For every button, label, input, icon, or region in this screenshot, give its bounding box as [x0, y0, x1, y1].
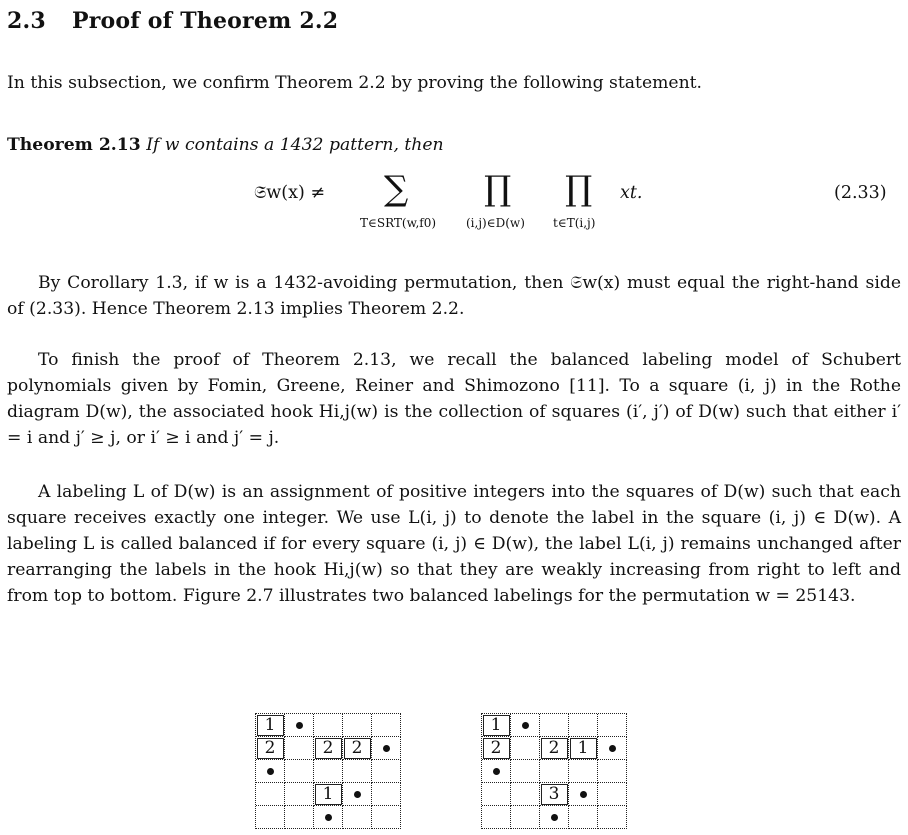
dot-mark — [383, 745, 390, 752]
label-cell: 3 — [540, 783, 569, 806]
label-cell: 2 — [314, 737, 343, 760]
empty-cell — [343, 760, 372, 783]
empty-cell — [511, 737, 540, 760]
empty-cell — [372, 760, 401, 783]
empty-cell — [598, 760, 627, 783]
theorem-statement — [7, 132, 901, 158]
empty-cell — [285, 783, 314, 806]
empty-cell — [569, 806, 598, 829]
empty-cell — [285, 760, 314, 783]
diagram-dot — [569, 783, 598, 806]
empty-cell — [314, 760, 343, 783]
empty-cell — [569, 714, 598, 737]
diagram-dot — [372, 737, 401, 760]
theorem-body: If w contains a 1432 pattern, then — [146, 135, 444, 155]
empty-cell — [482, 806, 511, 829]
section-heading — [7, 8, 338, 34]
diagram-dot — [482, 760, 511, 783]
empty-cell — [372, 714, 401, 737]
empty-cell — [285, 737, 314, 760]
equation-rhs: xt. — [620, 183, 643, 203]
empty-cell — [482, 783, 511, 806]
paragraph-balanced-labeling-model: To finish the proof of Theorem 2.13, we recall the balanced labeling model of Schubert polynomials given by Fomin, Greene, Reiner and Shimozono [11]. To a square (i, j) in the Rothe diagram D(w), the associated hook Hi,j(w) is the collection of squares (i′, j′) of D(w) such that either i′ = i and j′ ≥ j, or i′ ≥ i and j′ = j. — [7, 350, 901, 448]
diagram-dot — [256, 760, 285, 783]
dot-mark — [296, 722, 303, 729]
label-cell: 1 — [569, 737, 598, 760]
empty-cell — [343, 714, 372, 737]
dot-mark — [267, 768, 274, 775]
label-cell: 1 — [256, 714, 285, 737]
theorem-label: Theorem 2.13 — [7, 135, 141, 155]
equation-lhs: 𝔖w(x) ≠ — [254, 183, 326, 203]
diagram-dot — [598, 737, 627, 760]
product-symbol-1: ∏ — [484, 169, 512, 209]
empty-cell — [285, 806, 314, 829]
diagram-dot — [285, 714, 314, 737]
dot-mark — [493, 768, 500, 775]
label-cell: 1 — [314, 783, 343, 806]
empty-cell — [569, 760, 598, 783]
section-number: 2.3 — [7, 8, 46, 34]
labeling-grid — [481, 713, 627, 829]
dot-mark — [551, 814, 558, 821]
empty-cell — [256, 806, 285, 829]
empty-cell — [511, 806, 540, 829]
labeling-grid — [255, 713, 401, 829]
equation-number: (2.33) — [834, 183, 887, 203]
sum-subscript: T∈SRT(w,f0) — [360, 216, 437, 230]
dot-mark — [354, 791, 361, 798]
diagram-dot — [314, 806, 343, 829]
diagram-dot — [540, 806, 569, 829]
empty-cell — [343, 806, 372, 829]
label-cell: 2 — [540, 737, 569, 760]
labeling-right — [481, 713, 627, 829]
empty-cell — [372, 783, 401, 806]
empty-cell — [372, 806, 401, 829]
empty-cell — [598, 783, 627, 806]
section-title: Proof of Theorem 2.2 — [72, 8, 339, 34]
empty-cell — [511, 760, 540, 783]
dot-mark — [580, 791, 587, 798]
empty-cell — [511, 783, 540, 806]
empty-cell — [314, 714, 343, 737]
product-symbol-2: ∏ — [565, 169, 593, 209]
sum-symbol: ∑ — [384, 169, 409, 209]
labeling-left — [255, 713, 401, 829]
paragraph-labeling-definition: A labeling L of D(w) is an assignment of positive integers into the squares of D(w) such that each square receives exactly one integer. We use L(i, j) to denote the label in the square (i, j) ∈ D(w). A labeling L is called balanced if for every square (i, j) ∈ D(w), the label L(i, j) remains unchanged after rearranging the labels in the hook Hi,j(w) so that they are weakly increasing from right to left and from top to bottom. Figure 2.7 illustrates two balanced labelings for the permutation w = 25143. — [7, 482, 901, 606]
dot-mark — [609, 745, 616, 752]
label-cell: 1 — [482, 714, 511, 737]
label-cell: 2 — [482, 737, 511, 760]
label-cell: 2 — [256, 737, 285, 760]
empty-cell — [540, 714, 569, 737]
dot-mark — [325, 814, 332, 821]
empty-cell — [598, 806, 627, 829]
intro-paragraph: In this subsection, we confirm Theorem 2.2 by proving the following statement. — [7, 73, 703, 93]
paragraph-corollary: By Corollary 1.3, if w is a 1432-avoiding permutation, then 𝔖w(x) must equal the right-hand side of (2.33). Hence Theorem 2.13 implies Theorem 2.2. — [7, 273, 901, 319]
empty-cell — [598, 714, 627, 737]
product-subscript-1: (i,j)∈D(w) — [466, 216, 525, 230]
equation-2-33 — [0, 170, 908, 250]
diagram-dot — [511, 714, 540, 737]
product-subscript-2: t∈T(i,j) — [553, 216, 596, 230]
label-cell: 2 — [343, 737, 372, 760]
empty-cell — [256, 783, 285, 806]
empty-cell — [540, 760, 569, 783]
diagram-dot — [343, 783, 372, 806]
dot-mark — [522, 722, 529, 729]
